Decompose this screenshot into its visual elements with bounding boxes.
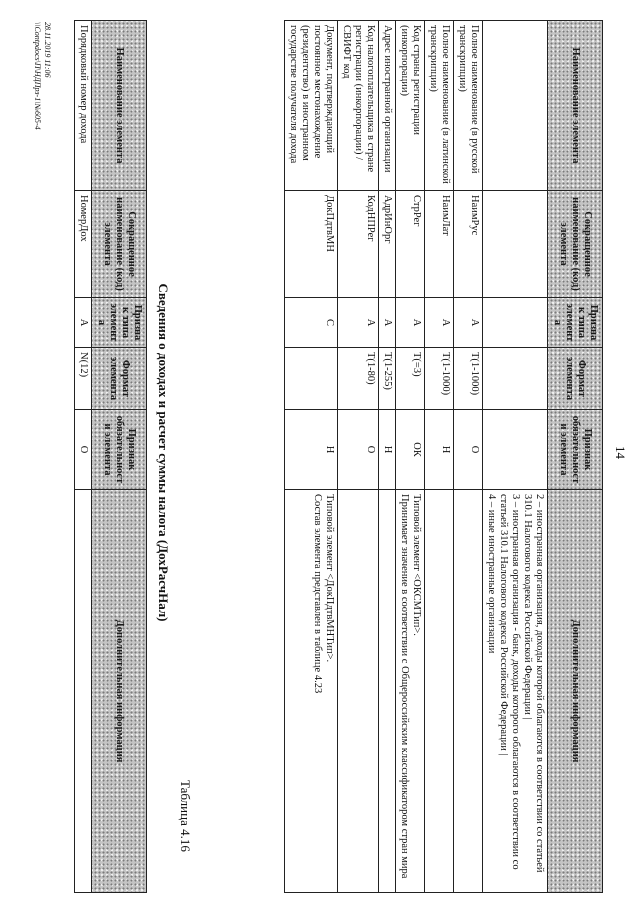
element-info-cell — [338, 490, 379, 893]
column-header: Признак обязательности элемента — [548, 410, 603, 490]
table-header-row — [548, 21, 603, 893]
element-info-cell — [483, 490, 548, 893]
element-info-cell — [379, 490, 396, 893]
element-code-cell — [483, 191, 548, 298]
elements-table-continued — [284, 20, 603, 893]
element-name-cell: Порядковый номер дохода — [75, 21, 92, 191]
footer-stamp — [32, 22, 52, 130]
element-name-cell: Код налогоплательщика в стране регистрации (инкорпорации) / СВИФТ код — [338, 21, 379, 191]
element-format-cell: T(1-80) — [338, 348, 379, 410]
income-tax-table — [74, 20, 147, 893]
element-format-cell: N(12) — [75, 348, 92, 410]
element-code-cell: ДокПдтвМН — [285, 191, 338, 298]
element-format-cell: T(1-255) — [379, 348, 396, 410]
column-header: Сокращенное наименование (код) элемента — [548, 191, 603, 298]
element-type-cell: С — [285, 298, 338, 348]
element-type-cell: А — [75, 298, 92, 348]
element-code-cell: НомерДох — [75, 191, 92, 298]
element-required-cell: О — [454, 410, 483, 490]
element-name-cell: Документ, подтверждающий постоянное местонахождение (резидентство) в иностранном государстве получателя дохода — [285, 21, 338, 191]
element-required-cell: Н — [379, 410, 396, 490]
element-required-cell: Н — [285, 410, 338, 490]
element-info-cell — [75, 490, 92, 893]
info-line: 3 – иностранная организация - банк, доходы которого облагаются в соответствии со статьей 310.1 Налогового кодекса Российской Федерации | — [498, 494, 521, 870]
info-line: Состав элемента представлен в таблице 4.23 — [312, 494, 323, 694]
element-info-cell — [425, 490, 454, 893]
element-info-cell — [285, 490, 338, 893]
table-header-row — [92, 21, 147, 893]
table-row — [338, 21, 379, 893]
info-line: Типовой элемент <ОКСМТип>. — [411, 494, 422, 636]
element-name-cell: Код страны регистрации (инкорпорации) — [396, 21, 425, 191]
column-header: Дополнительная информация — [548, 490, 603, 893]
table-row — [483, 21, 548, 893]
table-row — [379, 21, 396, 893]
column-header: Признак типа элемента — [548, 298, 603, 348]
table-row — [396, 21, 425, 893]
element-type-cell: А — [396, 298, 425, 348]
element-code-cell: СтрРег — [396, 191, 425, 298]
footer-line: \\Contpdocs\П\НДПрз-1\№605-4 — [33, 22, 42, 130]
element-name-cell: Полное наименование (в русской транскрипции) — [454, 21, 483, 191]
table-number: Таблица 4.16 — [178, 780, 193, 852]
section-title: Сведения о доходах и расчет суммы налога (ДохРасчНал) — [156, 283, 171, 622]
element-type-cell — [483, 298, 548, 348]
element-name-cell: Адрес иностранной организации — [379, 21, 396, 191]
element-format-cell: T(1-1000) — [454, 348, 483, 410]
element-required-cell: ОК — [396, 410, 425, 490]
element-info-cell — [396, 490, 425, 893]
table-row — [454, 21, 483, 893]
column-header: Сокращенное наименование (код) элемента — [92, 191, 147, 298]
element-info-cell — [454, 490, 483, 893]
element-name-cell: Полное наименование (в латинской транскрипции) — [425, 21, 454, 191]
table-row — [425, 21, 454, 893]
column-header: Признак типа элемента — [92, 298, 147, 348]
info-line: Типовой элемент <ДокПдтвМНТип>. — [324, 494, 335, 663]
element-code-cell: КодНПРег — [338, 191, 379, 298]
element-required-cell: О — [338, 410, 379, 490]
column-header: Формат элемента — [548, 348, 603, 410]
element-format-cell — [483, 348, 548, 410]
element-code-cell: НаимЛат — [425, 191, 454, 298]
column-header: Наименование элемента — [548, 21, 603, 191]
element-type-cell: А — [379, 298, 396, 348]
column-header: Формат элемента — [92, 348, 147, 410]
element-code-cell: АдрИнОрг — [379, 191, 396, 298]
footer-line: 28.11.2019 11:06 — [43, 22, 52, 78]
element-type-cell: А — [454, 298, 483, 348]
element-format-cell: T(=3) — [396, 348, 425, 410]
element-required-cell — [483, 410, 548, 490]
element-name-cell — [483, 21, 548, 191]
column-header: Наименование элемента — [92, 21, 147, 191]
element-required-cell: О — [75, 410, 92, 490]
table-row — [75, 21, 92, 893]
element-type-cell: А — [425, 298, 454, 348]
info-line: 4 – иные иностранные организации — [486, 494, 497, 654]
element-code-cell: НаимРус — [454, 191, 483, 298]
element-format-cell: T(1-1000) — [425, 348, 454, 410]
column-header: Дополнительная информация — [92, 490, 147, 893]
element-type-cell: А — [338, 298, 379, 348]
page-number: 14 — [613, 446, 628, 459]
column-header: Признак обязательности элемента — [92, 410, 147, 490]
info-line: Принимает значение в соответствии с Общероссийским классификатором стран мира — [399, 494, 410, 879]
element-required-cell: Н — [425, 410, 454, 490]
info-line: 2 – иностранная организация, доходы которой облагаются в соответствии со статьей 310.1 Налогового кодекса Российской Федерации | — [522, 494, 545, 873]
table-row — [285, 21, 338, 893]
element-format-cell — [285, 348, 338, 410]
